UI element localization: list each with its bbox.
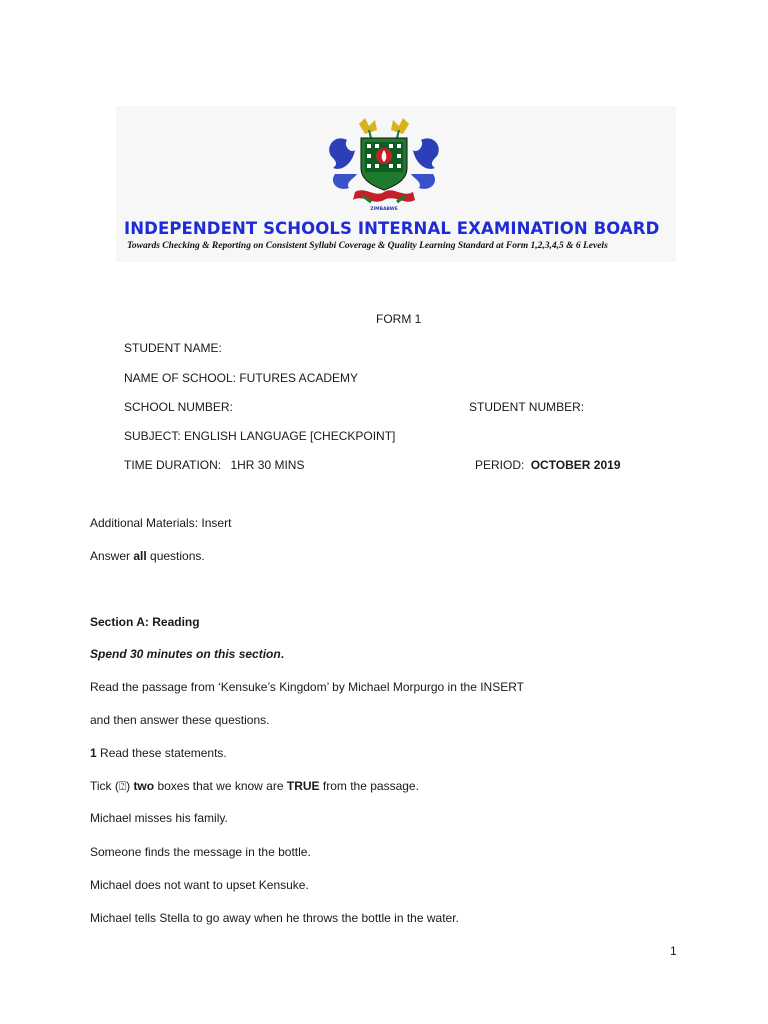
section-intro-line-2: and then answer these questions. [90, 713, 270, 727]
tick-instruction-start: Tick ( [90, 779, 119, 793]
exam-board-tagline: Towards Checking & Reporting on Consistent Syllabi Coverage & Quality Learning Standard at Form 1,2,3,4,5 & 6 Levels [127, 241, 608, 251]
question-prompt-text: Read these statements. [96, 746, 227, 760]
page-number: 1 [670, 944, 677, 958]
time-duration-label: TIME DURATION: [124, 458, 222, 472]
tick-count-emphasis: two [133, 779, 155, 793]
answer-instruction-text: Answer [90, 549, 134, 563]
period-field [475, 458, 621, 472]
question-1-prompt [90, 746, 227, 760]
tick-true-emphasis: TRUE [286, 779, 320, 793]
question-1-tick-instruction [90, 779, 419, 794]
answer-instruction-text-end: questions. [146, 549, 205, 563]
tick-instruction-end: from the passage. [319, 779, 419, 793]
statement-1: Michael misses his family. [90, 811, 228, 825]
section-time-note-end: . [280, 647, 285, 661]
school-number-field: SCHOOL NUMBER: [124, 400, 233, 414]
time-duration-field [124, 458, 304, 472]
section-time-note [90, 647, 284, 661]
tick-instruction-mid: ) [126, 779, 134, 793]
school-name-field: NAME OF SCHOOL: FUTURES ACADEMY [124, 371, 359, 385]
section-title: Section A: Reading [90, 615, 200, 629]
coat-of-arms-logo [325, 116, 443, 212]
tick-symbol-icon: ⍰ [118, 779, 127, 793]
student-name-field: STUDENT NAME: [124, 341, 222, 355]
time-duration-value: 1HR 30 MINS [230, 458, 305, 472]
section-intro-line-1: Read the passage from ‘Kensuke’s Kingdom’ by Michael Morpurgo in the INSERT [90, 680, 524, 694]
form-level: FORM 1 [376, 312, 422, 326]
subject-field: SUBJECT: ENGLISH LANGUAGE [CHECKPOINT] [124, 429, 396, 443]
student-number-field: STUDENT NUMBER: [469, 400, 585, 414]
tick-instruction-mid-2: boxes that we know are [154, 779, 287, 793]
section-time-note-text: Spend 30 minutes on this section [90, 647, 281, 661]
answer-instruction [90, 549, 205, 563]
additional-materials: Additional Materials: Insert [90, 516, 232, 530]
crest-caption: ZIMBABWE [370, 207, 398, 212]
period-value: OCTOBER 2019 [530, 458, 621, 472]
answer-instruction-emphasis: all [133, 549, 147, 563]
exam-board-name: INDEPENDENT SCHOOLS INTERNAL EXAMINATION BOARD [124, 219, 660, 238]
period-label: PERIOD: [475, 458, 525, 472]
statement-3: Michael does not want to upset Kensuke. [90, 878, 309, 892]
question-number: 1 [90, 746, 97, 760]
statement-4: Michael tells Stella to go away when he throws the bottle in the water. [90, 911, 459, 925]
statement-2: Someone finds the message in the bottle. [90, 845, 311, 859]
